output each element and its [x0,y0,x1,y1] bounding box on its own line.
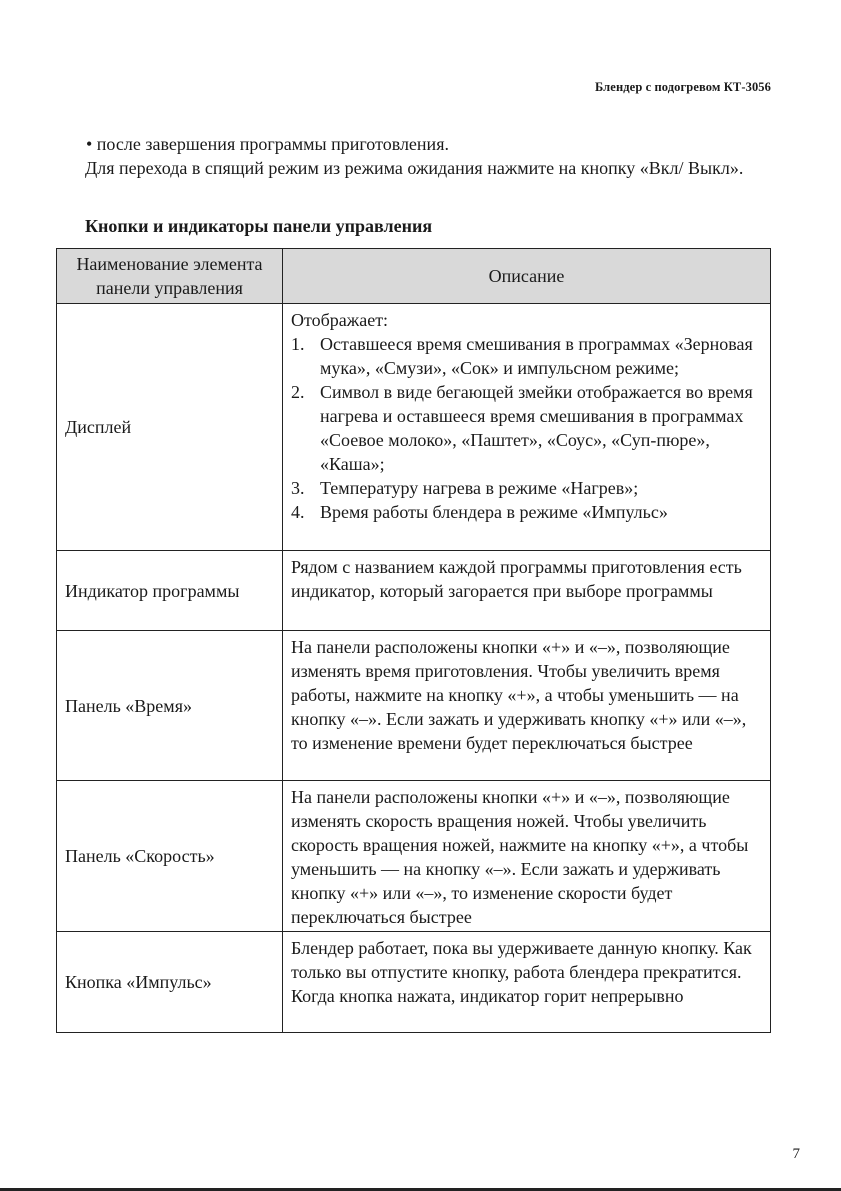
row-name-pulse-button: Кнопка «Импульс» [57,932,283,1033]
row-name-time-panel: Панель «Время» [57,631,283,781]
list-item [291,476,762,500]
list-number: 1. [291,334,305,354]
list-text: Оставшееся время смешивания в программах «Зерновая мука», «Смузи», «Сок» и импульсном режиме; [320,334,753,378]
list-item [291,500,762,524]
list-text: Символ в виде бегающей змейки отображается во время нагрева и оставшееся время смешивания в программах «Соевое молоко», «Паштет», «Соус», «Суп-пюре», «Каша»; [320,382,753,474]
row-description-program-indicator: Рядом с названием каждой программы приготовления есть индикатор, который загорается при выборе программы [283,551,771,631]
table-row [57,304,771,551]
row-description-pulse-button: Блендер работает, пока вы удерживаете данную кнопку. Как только вы отпустите кнопку, работа блендера прекратится. Когда кнопка нажата, индикатор горит непрерывно [283,932,771,1033]
row-description-speed-panel: На панели расположены кнопки «+» и «–», позволяющие изменять скорость вращения ножей. Чтобы увеличить скорость вращения ножей, нажмите на кнопку «+», а чтобы уменьшить — на кнопку «–». Если зажать и удерживать кнопку «+» или «–», то изменение скорости будет переключаться быстрее [283,781,771,932]
display-intro: Отображает: [291,310,389,330]
list-text: Температуру нагрева в режиме «Нагрев»; [320,478,639,498]
bullet-item: • после завершения программы приготовления. [86,134,449,154]
table-row [57,781,771,932]
list-number: 2. [291,382,305,402]
table-row [57,631,771,781]
list-number: 4. [291,502,305,522]
row-description-display [283,304,771,551]
row-description-time-panel: На панели расположены кнопки «+» и «–», позволяющие изменять время приготовления. Чтобы увеличить время работы, нажмите на кнопку «+», а чтобы уменьшить — на кнопку «–». Если зажать и удерживать кнопку «+» или «–», то изменение времени будет переключаться быстрее [283,631,771,781]
column-header-name: Наименование элемента панели управления [57,249,283,304]
table-row [57,932,771,1033]
row-name-program-indicator: Индикатор программы [57,551,283,631]
list-item [291,380,762,476]
column-header-description: Описание [283,249,771,304]
row-name-speed-panel: Панель «Скорость» [57,781,283,932]
section-title: Кнопки и индикаторы панели управления [85,216,433,236]
list-number: 3. [291,478,305,498]
display-list [291,332,762,524]
page-number: 7 [792,1146,800,1162]
table-row [57,551,771,631]
controls-table [56,248,771,1033]
row-name-display: Дисплей [57,304,283,551]
list-text: Время работы блендера в режиме «Импульс» [320,502,668,522]
running-header: Блендер с подогревом КТ-3056 [594,80,771,94]
list-item [291,332,762,380]
table-header-row [57,249,771,304]
body-paragraph: Для перехода в спящий режим из режима ожидания нажмите на кнопку «Вкл/ Выкл». [85,158,744,178]
